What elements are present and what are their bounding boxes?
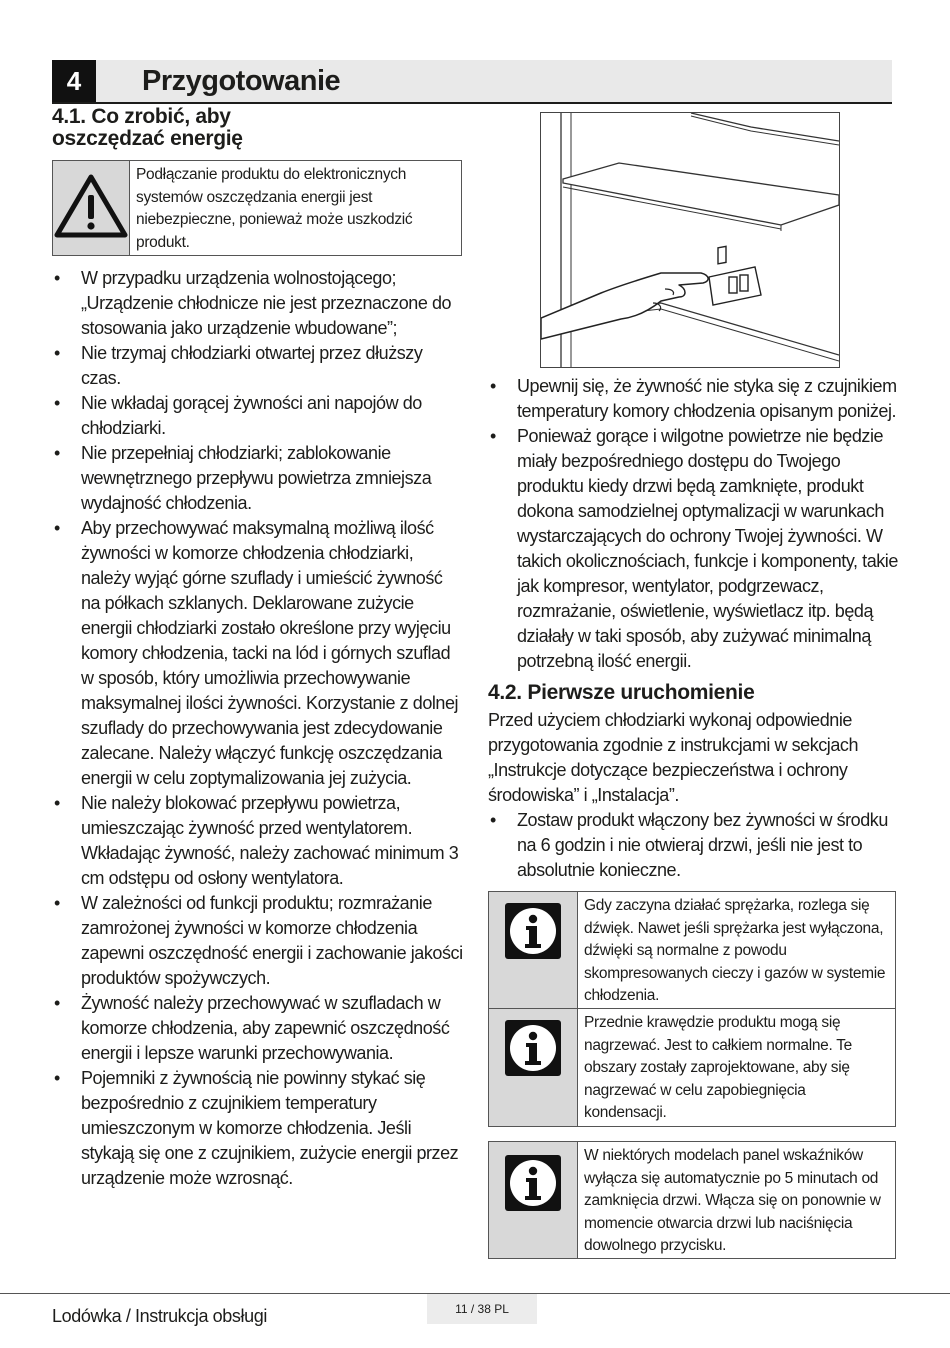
section-4-1-heading-line1: 4.1. Co zrobić, aby xyxy=(52,105,231,128)
section-4-2-bullet-list xyxy=(488,808,900,883)
right-bullet-list xyxy=(488,374,900,674)
info-icon-cell xyxy=(489,1142,578,1258)
warning-triangle-icon xyxy=(53,172,129,245)
info-note-text: Przednie krawędzie produktu mogą się nagrzewać. Jest to całkiem normalne. Te obszary zostały zaprojektowane, aby się nagrzewać w celu zapobiegnięcia kondensacji. xyxy=(584,1014,853,1121)
info-note-text: Gdy zaczyna działać sprężarka, rozlega się dźwięk. Nawet jeśli sprężarka jest wyłączona, dźwięki są normalne z powodu skompresowanych cieczy i gazów w systemie chłodzenia. xyxy=(584,897,886,1004)
list-item: • Upewnij się, że żywność nie styka się z czujnikiem temperatury komory chłodzenia opisanym poniżej. xyxy=(488,374,900,424)
info-note xyxy=(488,891,896,1009)
section-4-2-intro: Przed użyciem chłodziarki wykonaj odpowiednie przygotowania zgodnie z instrukcjami w sekcjach „Instrukcje dotyczące bezpieczeństwa i ochrony środowiska” i „Instalacja”. xyxy=(488,710,859,805)
chapter-header xyxy=(52,60,892,104)
info-icon xyxy=(504,902,562,965)
info-note xyxy=(488,1141,896,1259)
info-notes-group xyxy=(488,891,900,1259)
list-item: • Żywność należy przechowywać w szufladach w komorze chłodzenia, aby zapewnić oszczędność energii i lepsze warunki przechowywania. xyxy=(52,991,464,1066)
warning-box xyxy=(52,160,462,256)
list-item: • Zostaw produkt włączony bez żywności w środku na 6 godzin i nie otwieraj drzwi, jeśli nie jest to absolutnie konieczne. xyxy=(488,808,900,883)
info-icon-cell xyxy=(489,892,578,1008)
info-icon-cell xyxy=(489,1009,578,1126)
list-item: • Nie przepełniaj chłodziarki; zablokowanie wewnętrznego przepływu powietrza zmniejsza wydajność chłodzenia. xyxy=(52,441,464,516)
section-4-2-heading: 4.2. Pierwsze uruchomienie xyxy=(488,681,755,704)
left-column xyxy=(52,106,464,1191)
list-item: • Pojemniki z żywnością nie powinny stykać się bezpośrednio z czujnikiem temperatury umieszczonym w komorze chłodzenia. Jeśli stykają się one z czujnikiem, zużycie energii przez urządzenie może wzrosnąć. xyxy=(52,1066,464,1191)
list-item: • W zależności od funkcji produktu; rozmrażanie zamrożonej żywności w komorze chłodzenia zapewni oszczędność energii i zachowanie jakości produktów spożywczych. xyxy=(52,891,464,991)
list-item: • Aby przechowywać maksymalną możliwą ilość żywności w komorze chłodzenia chłodziarki, należy wyjąć górne szuflady i umieścić żywność na półkach szklanych. Deklarowane zużycie energii chłodziarki zostało określone przy wyjęciu komory chłodzenia, tacki na lód i górnych szuflad w sposób, który umożliwia przechowywanie maksymalnej ilości żywności. Korzystanie z dolnej szuflady do przechowywania jest zdecydowanie zalecane. Należy włączyć funkcję oszczędzania energii w celu zoptymalizowania jej zużycia. xyxy=(52,516,464,791)
warning-icon-cell xyxy=(53,161,130,255)
fridge-sensor-illustration xyxy=(540,112,840,368)
info-icon xyxy=(504,1154,562,1217)
page-number: 11 / 38 PL xyxy=(427,1294,537,1324)
list-item: • W przypadku urządzenia wolnostojącego; „Urządzenie chłodnicze nie jest przeznaczone do stosowania jako urządzenie wbudowane”; xyxy=(52,266,464,341)
info-icon xyxy=(504,1019,562,1082)
section-4-1-heading-line2: oszczędzać energię xyxy=(52,127,243,150)
chapter-number: 4 xyxy=(52,60,96,102)
right-column xyxy=(488,112,900,1259)
info-note xyxy=(488,1009,896,1127)
list-item: • Nie trzymaj chłodziarki otwartej przez dłuższy czas. xyxy=(52,341,464,391)
info-note-text: W niektórych modelach panel wskaźników wyłącza się automatycznie po 5 minutach od zamknięcia drzwi. Włącza się on ponownie w momencie otwarcia drzwi lub naciśnięcia dowolnego przycisku. xyxy=(584,1147,881,1254)
section-4-1-bullet-list xyxy=(52,266,464,1191)
list-item: • Nie należy blokować przepływu powietrza, umieszczając żywność przed wentylatorem. Wkładając żywność, należy zachować minimum 3 cm odstępu od osłony wentylatora. xyxy=(52,791,464,891)
section-4-1-heading xyxy=(52,106,464,150)
list-item: • Nie wkładaj gorącej żywności ani napojów do chłodziarki. xyxy=(52,391,464,441)
chapter-title: Przygotowanie xyxy=(142,65,341,97)
list-item: • Ponieważ gorące i wilgotne powietrze nie będzie miały bezpośredniego dostępu do Twojego produktu kiedy drzwi będą zamknięte, produkt dokona samodzielnej optymalizacji w warunkach wystarczających do ochrony Twojej żywności. W takich okolicznościach, funkcje i komponenty, takie jak kompresor, wentylator, podgrzewacz, rozmrażanie, oświetlenie, wyświetlacz itp. będą działały w taki sposób, aby zużywać minimalną potrzebną ilość energii. xyxy=(488,424,900,674)
warning-text: Podłączanie produktu do elektronicznych systemów oszczędzania energii jest niebezpieczne, ponieważ może uszkodzić produkt. xyxy=(136,166,413,251)
footer-title: Lodówka / Instrukcja obsługi xyxy=(52,1306,267,1326)
